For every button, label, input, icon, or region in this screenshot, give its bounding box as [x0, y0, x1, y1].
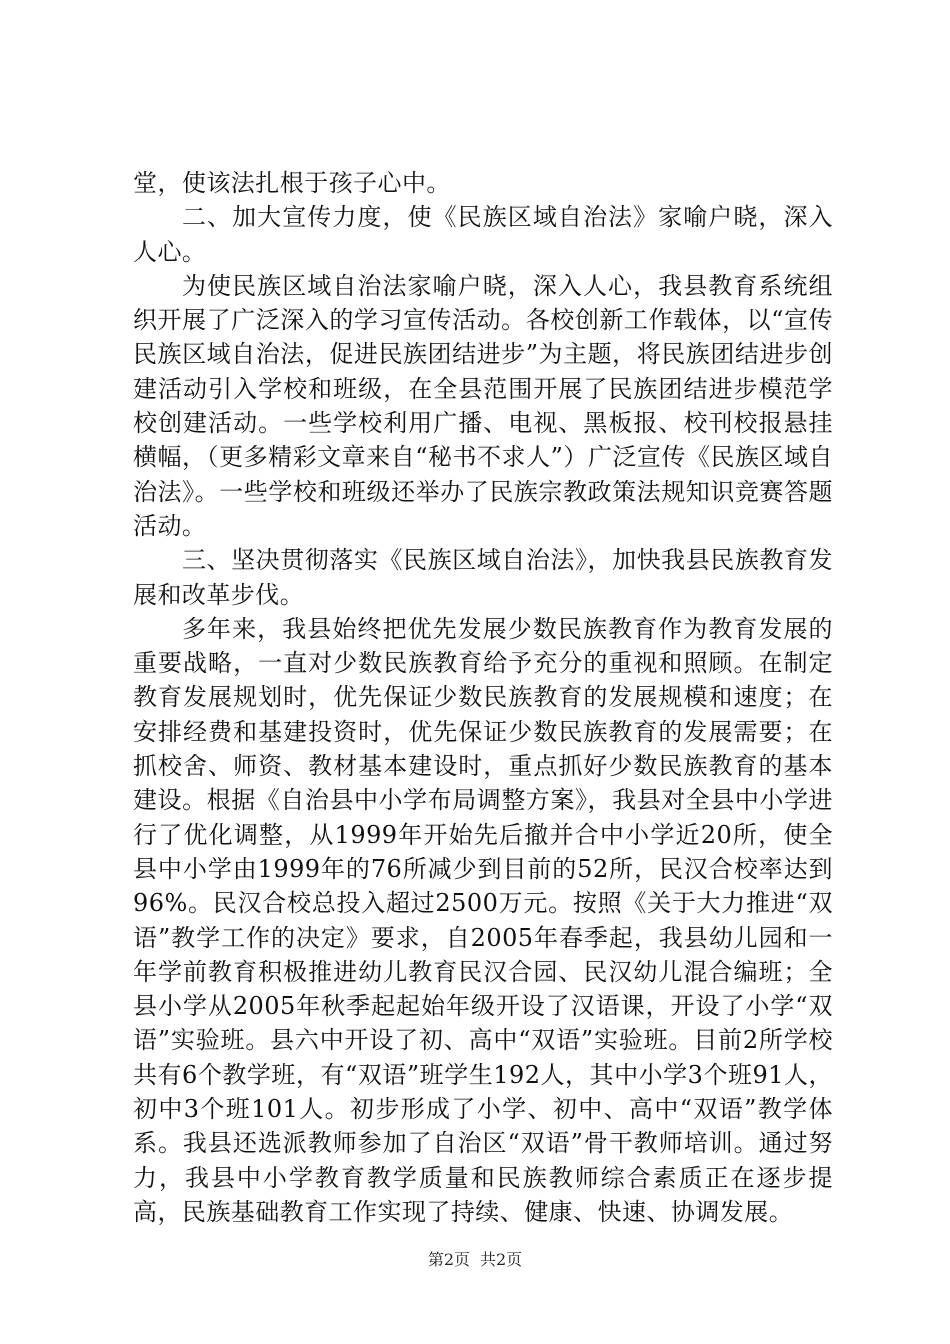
page-number-total: 共2页 — [480, 1250, 523, 1269]
page-footer — [0, 1250, 950, 1270]
page-number-current: 第2页 — [427, 1250, 470, 1269]
paragraph-publicity: 为使民族区域自治法家喻户晓，深入人心，我县教育系统组织开展了广泛深入的学习宣传活动。各校创新工作载体，以“宣传民族区域自治法，促进民族团结进步”为主题，将民族团结进步创建活动引入学校和班级，在全县范围开展了民族团结进步模范学校创建活动。一些学校利用广播、电视、黑板报、校刊校报悬挂横幅，（更多精彩文章来自“秘书不求人”）广泛宣传《民族区域自治法》。一些学校和班级还举办了民族宗教政策法规知识竞赛答题活动。 — [133, 271, 833, 540]
section-heading-2: 二、加大宣传力度，使《民族区域自治法》家喻户晓，深入人心。 — [133, 203, 833, 266]
document-body — [133, 166, 833, 1229]
paragraph-education-development: 多年来，我县始终把优先发展少数民族教育作为教育发展的重要战略，一直对少数民族教育给予充分的重视和照顾。在制定教育发展规划时，优先保证少数民族教育的发展规模和速度；在安排经费和基建投资时，优先保证少数民族教育的发展需要；在抓校舍、师资、教材基本建设时，重点抓好少数民族教育的基本建设。根据《自治县中小学布局调整方案》，我县对全县中小学进行了优化调整，从1999年开始先后撤并合中小学近20所，使全县中小学由1999年的76所减少到目前的52所，民汉合校率达到96%。民汉合校总投入超过2500万元。按照《关于大力推进“双语”教学工作的决定》要求，自2005年春季起，我县幼儿园和一年学前教育积极推进幼儿教育民汉合园、民汉幼儿混合编班；全县小学从2005年秋季起起始年级开设了汉语课，开设了小学“双语”实验班。县六中开设了初、高中“双语”实验班。目前2所学校共有6个教学班，有“双语”班学生192人，其中小学3个班91人，初中3个班101人。初步形成了小学、初中、高中“双语”教学体系。我县还选派教师参加了自治区“双语”骨干教师培训。通过努力，我县中小学教育教学质量和民族教师综合素质正在逐步提高，民族基础教育工作实现了持续、健康、快速、协调发展。 — [133, 614, 833, 1226]
paragraph-continuation: 堂，使该法扎根于孩子心中。 — [133, 169, 451, 197]
section-heading-3: 三、坚决贯彻落实《民族区域自治法》，加快我县民族教育发展和改革步伐。 — [133, 546, 833, 609]
